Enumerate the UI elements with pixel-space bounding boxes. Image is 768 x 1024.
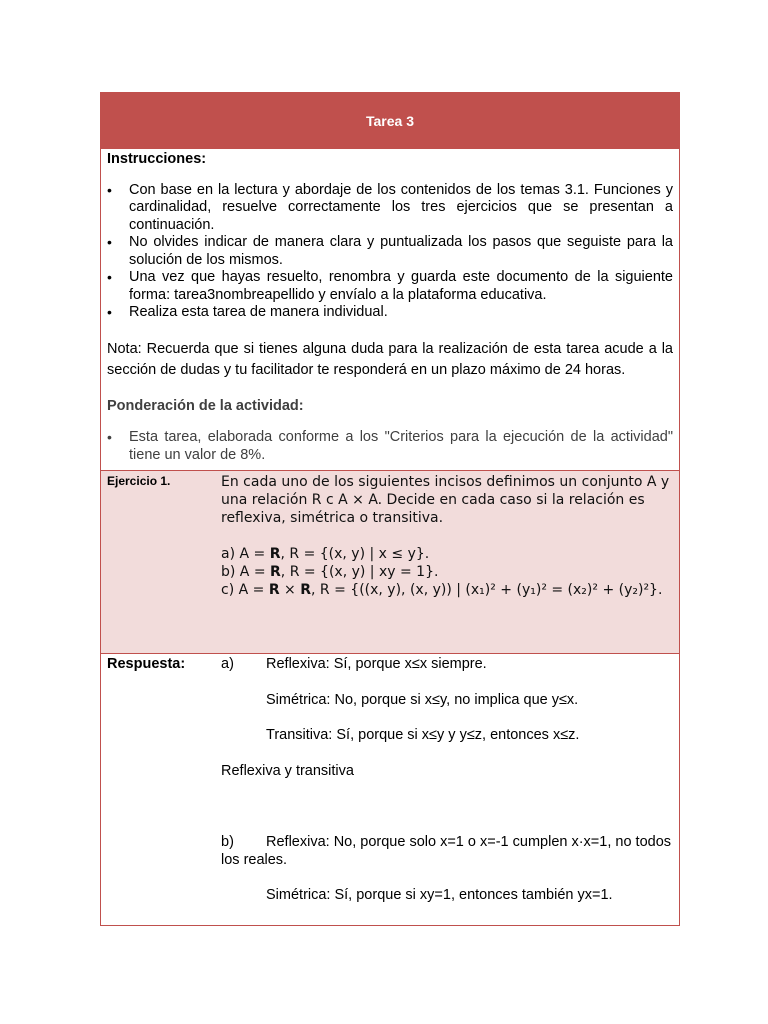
instructions-heading: Instrucciones: <box>107 151 207 167</box>
note-text: Nota: Recuerda que si tienes alguna duda para la realización de esta tarea acude a la sección de dudas y tu facilitador te responderá en un plazo máximo de 24 horas. <box>107 340 673 378</box>
answer-b-reflexive: b) Reflexiva: No, porque solo x=1 o x=-1 cumplen x·x=1, no todos los reales. <box>221 834 672 868</box>
instruction-item: • Una vez que hayas resuelto, renombra y guarda este documento de la siguiente forma: tarea3nombreapellido y envíalo a la plataforma educativa. <box>107 269 673 304</box>
answer-a-conclusion: Reflexiva y transitiva <box>221 762 354 779</box>
instructions-list <box>107 182 673 322</box>
weighting-item: • Esta tarea, elaborada conforme a los "Criterios para la ejecución de la actividad" tiene un valor de 8%. <box>107 429 673 464</box>
instructions-section <box>101 149 679 471</box>
assignment-title: Tarea 3 <box>101 93 679 149</box>
exercise-item-a: a) A = R, R = {(x, y) | x ≤ y}. <box>221 546 430 562</box>
assignment-table <box>100 92 680 926</box>
exercise-row <box>101 471 679 654</box>
instruction-item: • Con base en la lectura y abordaje de los contenidos de los temas 3.1. Funciones y cardinalidad, resuelve correctamente los tres ejercicios que se presentan a continuación. <box>107 182 673 235</box>
instruction-item: • No olvides indicar de manera clara y puntualizada los pasos que seguiste para la solución de los mismos. <box>107 234 673 269</box>
answer-label: Respuesta: <box>107 656 186 672</box>
answer-row <box>101 654 679 905</box>
weighting-list <box>107 429 673 464</box>
answer-b-symmetric: Simétrica: Sí, porque si xy=1, entonces también yx=1. <box>266 887 613 903</box>
answer-a-symmetric: Simétrica: No, porque si x≤y, no implica que y≤x. <box>266 691 579 708</box>
instruction-item: • Realiza esta tarea de manera individual. <box>107 304 673 322</box>
answer-body <box>221 656 673 905</box>
exercise-item-b: b) A = R, R = {(x, y) | xy = 1}. <box>221 564 439 580</box>
weighting-heading: Ponderación de la actividad: <box>107 397 304 414</box>
answer-a-transitive: Transitiva: Sí, porque si x≤y y y≤z, entonces x≤z. <box>266 727 580 743</box>
exercise-label: Ejercicio 1. <box>107 474 171 488</box>
exercise-statement: En cada uno de los siguientes incisos definimos un conjunto A y una relación R c A × A. Decide en cada caso si la relación es reflexiva, simétrica o transitiva. <box>221 474 670 526</box>
exercise-body <box>221 473 673 653</box>
answer-a-reflexive: a) Reflexiva: Sí, porque x≤x siempre. <box>221 656 487 672</box>
exercise-item-c: c) A = R × R, R = {((x, y), (x, y)) | (x₁)² + (y₁)² = (x₂)² + (y₂)²}. <box>221 582 663 598</box>
